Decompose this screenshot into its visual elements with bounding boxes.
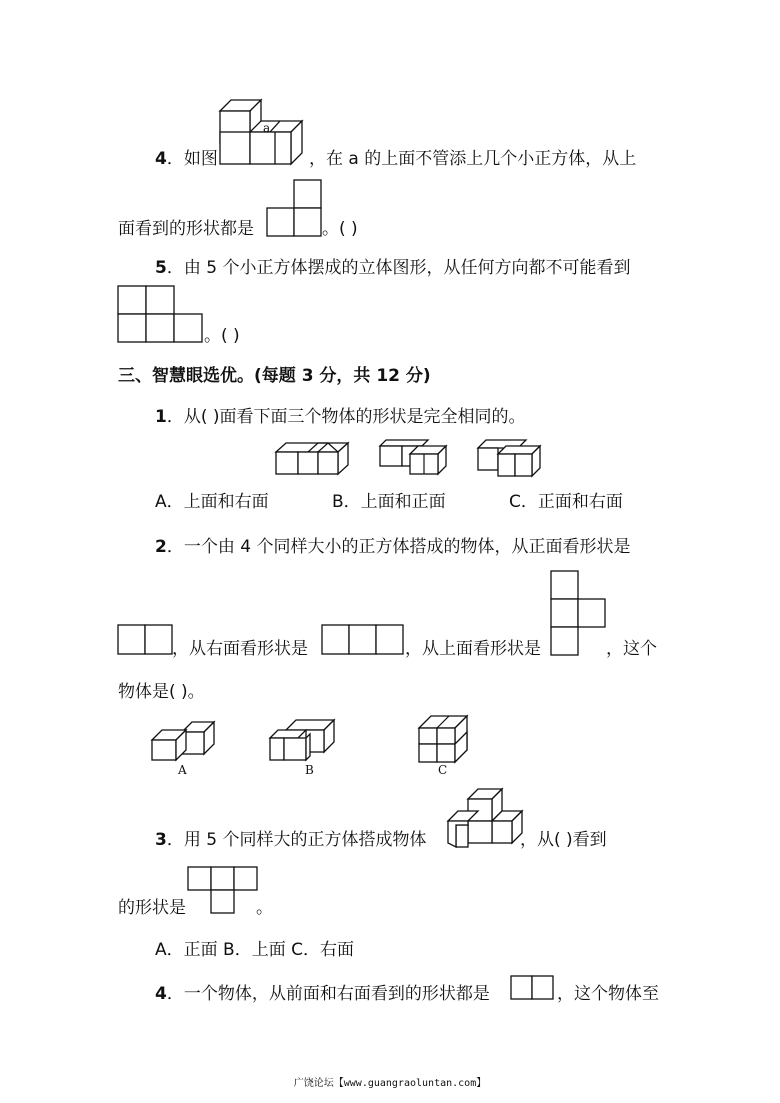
option-label-c: C: [438, 763, 448, 777]
q5-shape-figure: [118, 286, 208, 346]
s3q2-line3: 物体是( )。: [118, 682, 205, 702]
option-label-b: B: [305, 763, 314, 777]
question-number: 4: [155, 149, 167, 169]
s3q1-option-a: A．上面和右面: [155, 492, 269, 512]
q4-line2: 面看到的形状都是: [118, 219, 254, 239]
s3q2-tail: ，这个: [606, 639, 657, 659]
question-number: 4: [155, 984, 167, 1004]
q4-top-view-figure: [267, 180, 327, 240]
s3q1-object-3: [478, 440, 548, 476]
s3q1-object-1: [276, 440, 351, 476]
s3q2-right-view: [322, 625, 407, 657]
s3q3-options: A．正面 B．上面 C．右面: [155, 940, 354, 960]
s3q2-option-b-figure: [270, 716, 340, 762]
s3q1-option-b: B．上面和正面: [332, 492, 446, 512]
s3q2-right-text: ，从右面看形状是: [172, 639, 308, 659]
s3q2-line1: 2．一个由 4 个同样大小的正方体搭成的物体，从正面看形状是: [155, 537, 631, 557]
s3q2-option-a-figure: [152, 716, 220, 762]
s3q4-line1-tail: ，这个物体至: [557, 984, 659, 1004]
s3q3-line1-tail: ，从( )看到: [520, 830, 607, 850]
s3q2-top-view: [551, 571, 611, 657]
s3q2-top-text: ，从上面看形状是: [405, 639, 541, 659]
page-footer: 广饶论坛【www.guangraoluntan.com】: [293, 1078, 487, 1089]
q5-answer: 。( ): [204, 326, 240, 346]
s3q4-view-shape: [511, 976, 561, 1002]
s3q1-object-2: [380, 440, 455, 476]
q4-line1: 4．如图: [155, 149, 218, 169]
q4-line1-tail: ，在 a 的上面不管添上几个小正方体，从上: [309, 149, 637, 169]
question-number: 1: [155, 407, 167, 427]
figure-label-a: a: [263, 121, 271, 135]
q4-answer: 。( ): [322, 219, 358, 239]
section-title: 三、智慧眼选优。(每题 3 分，共 12 分): [118, 366, 431, 386]
question-number: 2: [155, 537, 167, 557]
s3q1-text: 1．从( )面看下面三个物体的形状是完全相同的。: [155, 407, 526, 427]
s3q3-line2-end: 。: [256, 898, 273, 918]
s3q3-line1: 3．用 5 个同样大的正方体搭成物体: [155, 830, 427, 850]
s3q3-line2: 的形状是: [118, 898, 186, 918]
question-number: 5: [155, 258, 167, 278]
s3q3-object-figure: [444, 787, 524, 849]
q5-line1: 5．由 5 个小正方体摆成的立体图形，从任何方向都不可能看到: [155, 258, 631, 278]
s3q1-option-c: C．正面和右面: [509, 492, 623, 512]
question-number: 3: [155, 830, 167, 850]
option-label-a: A: [178, 763, 187, 777]
s3q2-option-c-figure: [415, 712, 475, 764]
s3q4-line1: 4．一个物体，从前面和右面看到的形状都是: [155, 984, 490, 1004]
s3q2-front-view: [118, 625, 178, 657]
